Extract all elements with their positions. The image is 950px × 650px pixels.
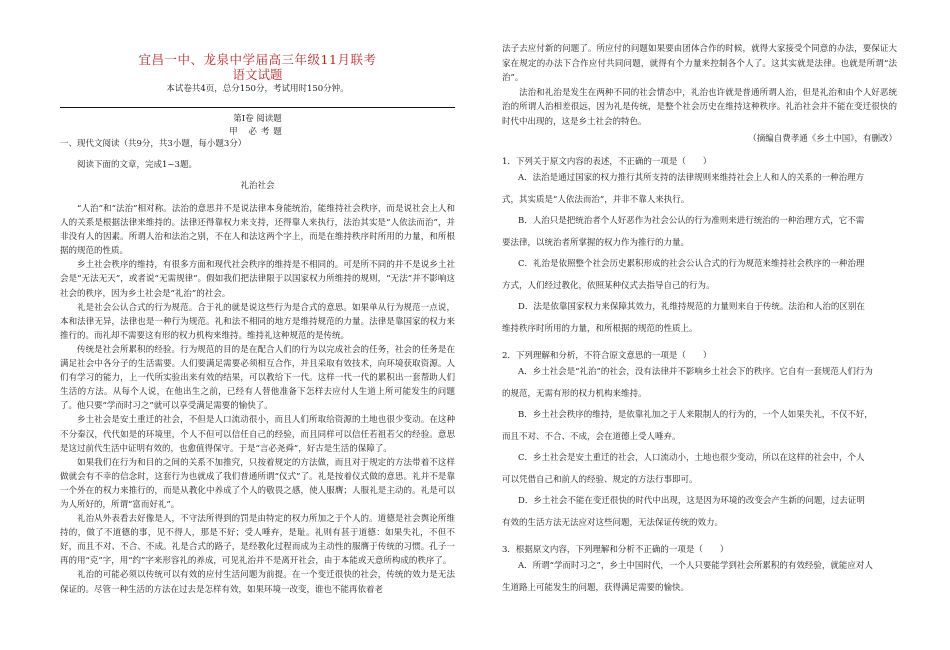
question-2-stem: 2．下列理解和分析，不符合原文意思的一项是（ ）	[502, 351, 712, 361]
question-2-option-b: B．乡土社会秩序的维持，是依靠礼加之于人来限制人的行为的，一个人如果失礼，不仅不好， 而且不对、不合、不成，会在道德上受人唾弃。	[502, 410, 873, 442]
exam-subtitle: 语文试题	[232, 67, 283, 82]
question-2-option-c: C．乡土社会是安土重迁的社会，人口流动小，土地也很少变动，所以在这样的社会中，个人 可以凭借自己和前人的经验、规定的方法行事即可。	[502, 453, 865, 485]
question-2-option-d: D．乡土社会不能在变迁很快的时代中出现，这是因为环境的改变会产生新的问题，过去证明 有效的生活方法无法应对这些问题，无法保证传统的效力。	[502, 496, 865, 528]
article-paragraph: 礼治从外表看去好像是人，不守法所得到的罚是由特定的权力所加之于个人的。道德是社会舆论所维持的，做了不道德的事，见不得人，那是不好；受人唾弃，是耻。礼则有甚于道德：如果失礼，不但不好，而且不对、不合、不成。礼是合式的路子，是经教化过程而成为主动性的服膺于传统的习惯。孔子一再的用“克”字，用“约”字来形容礼的养成，可见礼治并不是离开社会，由于本能或天意所构成的秩序了。	[60, 514, 455, 567]
article-paragraph: 法治和礼治是发生在两种不同的社会情态中，礼治也许就是普通所谓人治，但是礼治和由个人好恶统治的所谓人治相差很远，因为礼是传统，是整个社会历史在维持这种秩序。礼治社会并不能在变迁很快的时代中出现的，这是乡土社会的特色。	[502, 87, 897, 127]
part-label: 甲 必考题	[229, 127, 286, 137]
article-paragraph: 传统是社会所累积的经验。行为规范的目的是在配合人们的行为以完成社会的任务，社会的任务是在满足社会中各分子的生活需要。人们要满足需要必须相互合作，并且采取有效技术，向环境获取资源。人们有学习的能力，上一代所实验出来有效的结果，可以教给下一代。这样一代一代的累积出一套帮助人们生活的方法。从每个人说，在他出生之前，已经有人替他准备下怎样去应付人生道上所可能发生的问题了。他只要“学而时习之”就可以享受满足需要的愉快了。	[60, 344, 455, 412]
exam-title: 宜昌一中、龙泉中学届高三年级11月联考	[138, 52, 377, 67]
exam-note: 本试卷共4页，总分150分，考试用时150分钟。	[166, 84, 349, 94]
question-1-option-d: D．法是依靠国家权力来保障其效力，礼维持规范的力量则来自于传统。法治和人治的区别在 维持秩序时所用的力量，和所根据的规范的性质上。	[502, 302, 865, 334]
volume-label: 第Ⅰ卷 阅读题	[233, 114, 282, 124]
question-1-stem: 1．下列关于原文内容的表述，不正确的一项是（ ）	[502, 157, 712, 167]
article-paragraph: “人治”和“法治”相对称。法治的意思并不是说法律本身能统治，能维持社会秩序，而是说社会上人和人的关系是根据法律来维持的。法律还得靠权力来支持，还得靠人来执行，法治其实是“人依法而治”，并非没有人的因素。所谓人治和法治之别，不在人和法这两个字上，而是在维持秩序时所用的力量，和所根据的规范的性质。	[60, 204, 455, 257]
question-2-option-a: A．乡土社会是“礼治”的社会，没有法律并不影响乡土社会下的秩序。它自有一套规范人们行为 的规范，无需有形的权力机构来维持。	[502, 367, 873, 399]
right-column	[502, 42, 897, 599]
article-paragraph: 礼治的可能必须以传统可以有效的应付生活问题为前提。在一个变迁很快的社会，传统的效力是无法保证的。尽管一种生活的方法在过去是怎样有效，如果环境一改变，谁也不能再依着老	[60, 570, 455, 595]
question-1-option-a: A．法治是通过国家的权力推行其所支持的法律规则来维持社会上人和人的关系的一种治理方 式，其实质是“人依法而治”，并非不靠人来执行。	[502, 173, 865, 205]
question-1-option-c: C．礼治是依照整个社会历史累积形成的社会公认合式的行为规范来维持社会秩序的一种治理 方式，人们经过教化，依照某种仪式去指导自己的行为。	[502, 259, 865, 291]
article-source: （摘编自费孝通《乡土中国》，有删改）	[748, 134, 897, 144]
left-column	[60, 0, 455, 597]
article-paragraph: 礼是社会公认合式的行为规范。合于礼的就是说这些行为是合式的意思。如果单从行为规范一点说，本和法律无异，法律也是一种行为规范。礼和法不相同的地方是维持规范的力量。法律是靠国家的权力来推行的。而礼却不需要这有形的权力机构来维持。维持礼这种规范的是传统。	[60, 302, 455, 341]
article-paragraph: 乡土社会是安土重迁的社会，不但是人口流动很小，而且人们所取给资源的土地也很少变动。在这种不分秦汉，代代如是的环境里，个人不但可以信任自己的经验，而且同样可以信任若祖若父的经验。意思是这过前代生活中证明有效的，也愈值得保守。于是“言必尧舜”，好古是生活的保障了。	[60, 415, 455, 454]
section-heading: 一、现代文阅读（共9分，共3小题，每小题3分）	[60, 139, 247, 149]
question-3-option-a: A．所谓“学而时习之”，乡土中国时代，一个人只要能学到社会所累积的有效经验，就能应对人 生道路上可能发生的问题，获得满足需要的愉快。	[502, 561, 873, 593]
question-1-option-b: B．人治只是把统治者个人好恶作为社会公认的行为准则来进行统治的一种治理方式，它不需 要法律，以统治者所掌握的权力作为推行的力量。	[502, 216, 865, 248]
article-title: 礼治社会	[240, 181, 275, 191]
article-paragraph: 乡土社会秩序的维持，有很多方面和现代社会秩序的维持是不相同的。可是所不同的并不是说乡土社会是“无法无天”，或者说“无需规律”。假如我们把法律限于以国家权力所维持的规则，“无法”并不影响这社会的秩序，因为乡土社会是“礼治”的社会。	[60, 260, 455, 299]
section-instruction: 阅读下面的文章，完成1~3题。	[77, 160, 197, 170]
header-divider	[60, 107, 455, 108]
question-3-stem: 3．根据原文内容，下列理解和分析不正确的一项是（ ）	[502, 545, 729, 555]
article-paragraph: 如果我们在行为和目的之间的关系不加推究，只按着规定的方法做，而且对于规定的方法带着不这样做就会有不幸的信念时，这套行为也就成了我们普通所谓“仪式”了。礼是按着仪式做的意思。礼并不是靠一个外在的权力来推行的，而是从教化中养成了个人的敬畏之感，使人服膺；人服礼是主动的。礼是可以为人所好的，所谓“富而好礼”。	[60, 457, 455, 510]
article-continuation: 法子去应付新的问题了。所应付的问题如果要由团体合作的时候，就得大家接受个同意的办法，要保证大家在规定的办法下合作应付共同问题，就得有个力量来控制各个人了。这其实就是法律。也就是所谓“法治”。	[502, 44, 897, 83]
